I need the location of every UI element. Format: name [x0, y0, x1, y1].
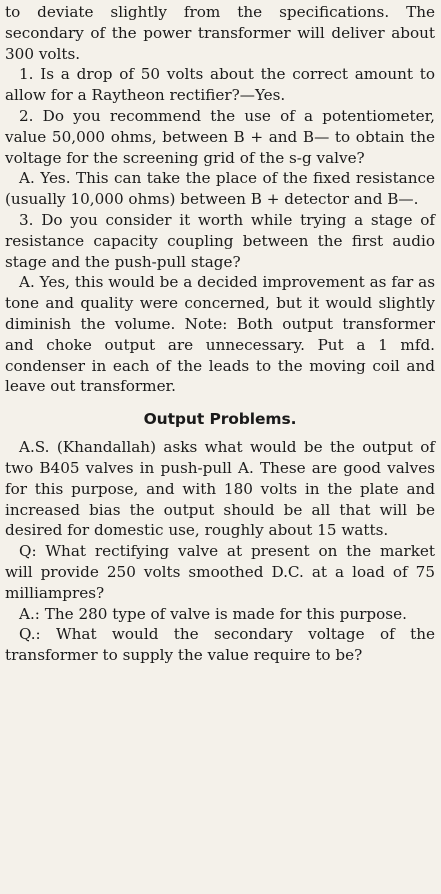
section-heading: Output Problems.	[143, 410, 297, 429]
answer-2: A. Yes. This can take the place of the fixed resistance (usually 10,000 ohms) between B + detector and B—.	[5, 169, 435, 209]
question-1: 1. Is a drop of 50 volts about the correct amount to allow for a Raytheon rectifier?—Yes.	[5, 65, 435, 105]
answer-3: A. Yes, this would be a decided improvement as far as tone and quality were concerned, but it would slightly diminish the volume. Note: Both output transformer and choke output are unnecessary. Put a 1 mfd. condenser in each of the leads to the moving coil and leave out transformer.	[5, 273, 435, 396]
answer-rectifying-valve: A.: The 280 type of valve is made for this purpose.	[19, 604, 407, 623]
question-3: 3. Do you consider it worth while trying a stage of resistance capacity coupling between the first audio stage and the push-pull stage?	[5, 210, 435, 271]
question-rectifying-valve: Q: What rectifying valve at present on the market will provide 250 volts smoothed D.C. at a load of 75 milliampres?	[5, 542, 435, 602]
question-2: 2. Do you recommend the use of a potentiometer, value 50,000 ohms, between B + and B— to obtain the voltage for the screening grid of the s-g valve?	[5, 106, 435, 167]
paragraph-continued-specs: to deviate slightly from the specifications. The secondary of the power transformer will deliver about 300 volts.	[5, 3, 435, 63]
reader-query: A.S. (Khandallah) asks what would be the output of two B405 valves in push-pull A. These are good valves for this purpose, and with 180 volts in the plate and increased bias the output should be all that will be desired for domestic use, roughly about 15 watts.	[5, 438, 435, 540]
question-secondary-voltage: Q.: What would the secondary voltage of the transformer to supply the value require to be?	[5, 625, 435, 665]
